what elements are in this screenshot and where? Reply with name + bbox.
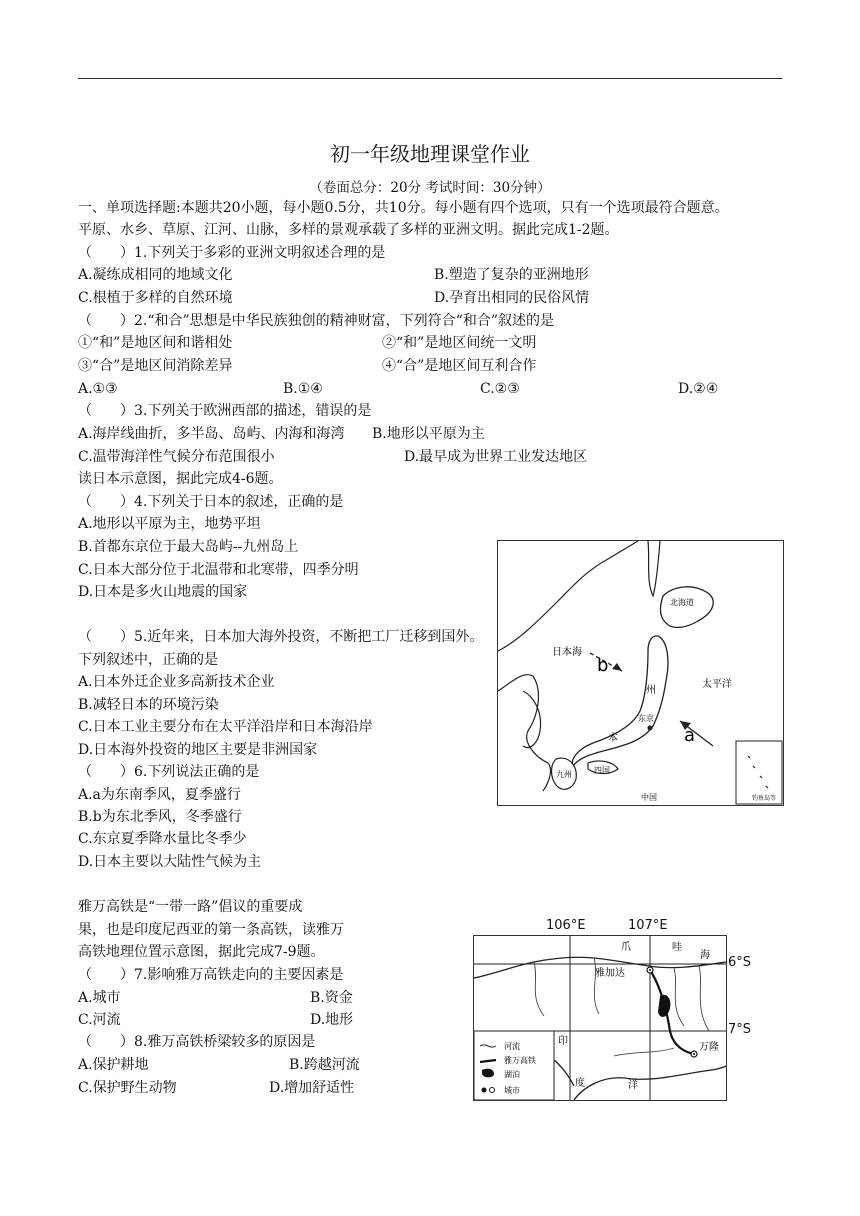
q2-statement-4: ④“合”是地区间互利合作 xyxy=(382,358,537,374)
q1-option-c: C.根植于多样的自然环境 xyxy=(78,290,233,306)
label-kyushu: 九州 xyxy=(556,770,572,779)
label-ocean-2: 度 xyxy=(575,1078,585,1089)
q5-option-d: D.日本海外投资的地区主要是非洲国家 xyxy=(78,742,318,758)
q2-option-d: D.②④ xyxy=(678,381,719,397)
q2-option-c: C.②③ xyxy=(480,381,520,397)
q8-option-d: D.增加舒适性 xyxy=(269,1080,355,1096)
legend-rail: 雅万高铁 xyxy=(504,1056,536,1065)
q8-stem: （ ）8.雅万高铁桥梁较多的原因是 xyxy=(78,1034,316,1050)
q4-option-a: A.地形以平原为主，地势平坦 xyxy=(78,516,261,532)
label-honshu-b: 州 xyxy=(646,685,656,696)
q5-stem: （ ）5.近年来，日本加大海外投资，不断把工厂迁移到国外。 xyxy=(78,629,484,645)
q3-option-c: C.温带海洋性气候分布范围很小 xyxy=(78,449,275,465)
q5-stem-cont: 下列叙述中，正确的是 xyxy=(78,652,218,668)
q4-stem: （ ）4.下列关于日本的叙述，正确的是 xyxy=(78,494,344,510)
q3-option-b: B.地形以平原为主 xyxy=(372,426,485,442)
q6-stem: （ ）6.下列说法正确的是 xyxy=(78,764,260,780)
q6-option-b: B.b为东北季风，冬季盛行 xyxy=(78,809,242,825)
q8-option-b: B.跨越河流 xyxy=(289,1057,360,1073)
q2-statement-3: ③“合”是地区间消除差异 xyxy=(78,358,233,374)
q2-statement-2: ②“和”是地区间统一文明 xyxy=(382,335,537,351)
q3-option-a: A.海岸线曲折，多半岛、岛屿、内海和海湾 xyxy=(78,426,345,442)
label-ocean-3: 洋 xyxy=(628,1080,638,1091)
q5-option-c: C.日本工业主要分布在太平洋沿岸和日本海沿岸 xyxy=(78,719,373,735)
label-shikoku: 四国 xyxy=(594,766,610,775)
q4-option-d: D.日本是多火山地震的国家 xyxy=(78,584,248,600)
q7-option-b: B.资金 xyxy=(310,990,353,1006)
rail-intro-line-1: 雅万高铁是“一带一路”倡议的重要成 xyxy=(78,899,303,915)
rail-intro-line-2: 果，也是印度尼西亚的第一条高铁，读雅万 xyxy=(78,922,344,938)
japan-map xyxy=(497,540,784,806)
japan-intro: 读日本示意图，据此完成4-6题。 xyxy=(78,471,283,487)
label-sea-1: 爪 xyxy=(621,942,631,953)
q8-option-a: A.保护耕地 xyxy=(78,1057,149,1073)
q3-option-d: D.最早成为世界工业发达地区 xyxy=(404,449,588,465)
q5-option-a: A.日本外迁企业多高新技术企业 xyxy=(78,674,275,690)
q2-statement-1: ①“和”是地区间和谐相处 xyxy=(78,335,233,351)
q6-option-c: C.东京夏季降水量比冬季少 xyxy=(78,831,247,847)
label-lon-106: 106°E xyxy=(546,918,586,933)
label-inset: 钓鱼岛等 xyxy=(752,795,777,802)
q4-option-b: B.首都东京位于最大岛屿--九州岛上 xyxy=(78,539,299,555)
q7-option-d: D.地形 xyxy=(310,1012,354,1028)
label-arrow-b: b xyxy=(597,655,609,676)
label-pacific: 太平洋 xyxy=(702,679,732,690)
page-title: 初一年级地理课堂作业 xyxy=(330,142,530,166)
q2-stem: （ ）2.“和合”思想是中华民族独创的精神财富，下列符合“和合”叙述的是 xyxy=(78,313,554,329)
q8-option-c: C.保护野生动物 xyxy=(78,1080,177,1096)
q6-option-a: A.a为东南季风，夏季盛行 xyxy=(78,787,241,803)
label-lat-7: 7°S xyxy=(728,1022,752,1037)
question-context: 平原、水乡、草原、江河、山脉，多样的景观承载了多样的亚洲文明。据此完成1-2题。 xyxy=(78,222,619,238)
legend-lake: 湖泊 xyxy=(504,1070,520,1079)
q3-stem: （ ）3.下列关于欧洲西部的描述，错误的是 xyxy=(78,403,372,419)
q7-stem: （ ）7.影响雅万高铁走向的主要因素是 xyxy=(78,967,344,983)
label-ocean-1: 印 xyxy=(558,1036,568,1047)
java-map xyxy=(473,935,727,1101)
q7-option-c: C.河流 xyxy=(78,1012,121,1028)
label-lat-6: 6°S xyxy=(728,955,752,970)
page-subtitle: （卷面总分：20分 考试时间：30分钟） xyxy=(309,180,551,196)
label-sea-3: 海 xyxy=(700,950,710,961)
label-hokkaido: 北海道 xyxy=(670,598,694,607)
q1-option-d: D.孕育出相同的民俗风情 xyxy=(434,290,590,306)
label-arrow-a: a xyxy=(684,725,696,746)
q5-option-b: B.减轻日本的环境污染 xyxy=(78,697,219,713)
q1-stem: （ ）1.下列关于多彩的亚洲文明叙述合理的是 xyxy=(78,245,386,261)
label-tokyo: 东京 xyxy=(638,714,654,723)
q1-option-a: A.凝练成相同的地域文化 xyxy=(78,267,233,283)
label-sea-2: 哇 xyxy=(672,942,682,953)
q1-option-b: B.塑造了复杂的亚洲地形 xyxy=(434,267,589,283)
label-china: 中国 xyxy=(641,793,657,802)
label-sea-of-japan: 日本海 xyxy=(552,647,582,658)
q2-option-b: B.①④ xyxy=(283,381,323,397)
label-honshu-a: 本 xyxy=(608,733,618,744)
q7-option-a: A.城市 xyxy=(78,990,121,1006)
q2-option-a: A.①③ xyxy=(78,381,118,397)
legend-city: 城市 xyxy=(504,1086,520,1095)
label-bandung: 万隆 xyxy=(699,1042,719,1053)
section-intro: 一、单项选择题:本题共20小题，每小题0.5分，共10分。每小题有四个选项，只有一个选项最符合题意。 xyxy=(78,200,729,216)
header-rule xyxy=(78,78,782,79)
label-lon-107: 107°E xyxy=(628,918,668,933)
legend-river: 河流 xyxy=(504,1042,520,1051)
label-jakarta: 雅加达 xyxy=(595,968,625,979)
rail-intro-line-3: 高铁地理位置示意图，据此完成7-9题。 xyxy=(78,944,325,960)
q4-option-c: C.日本大部分位于北温带和北寒带，四季分明 xyxy=(78,562,359,578)
q6-option-d: D.日本主要以大陆性气候为主 xyxy=(78,854,262,870)
